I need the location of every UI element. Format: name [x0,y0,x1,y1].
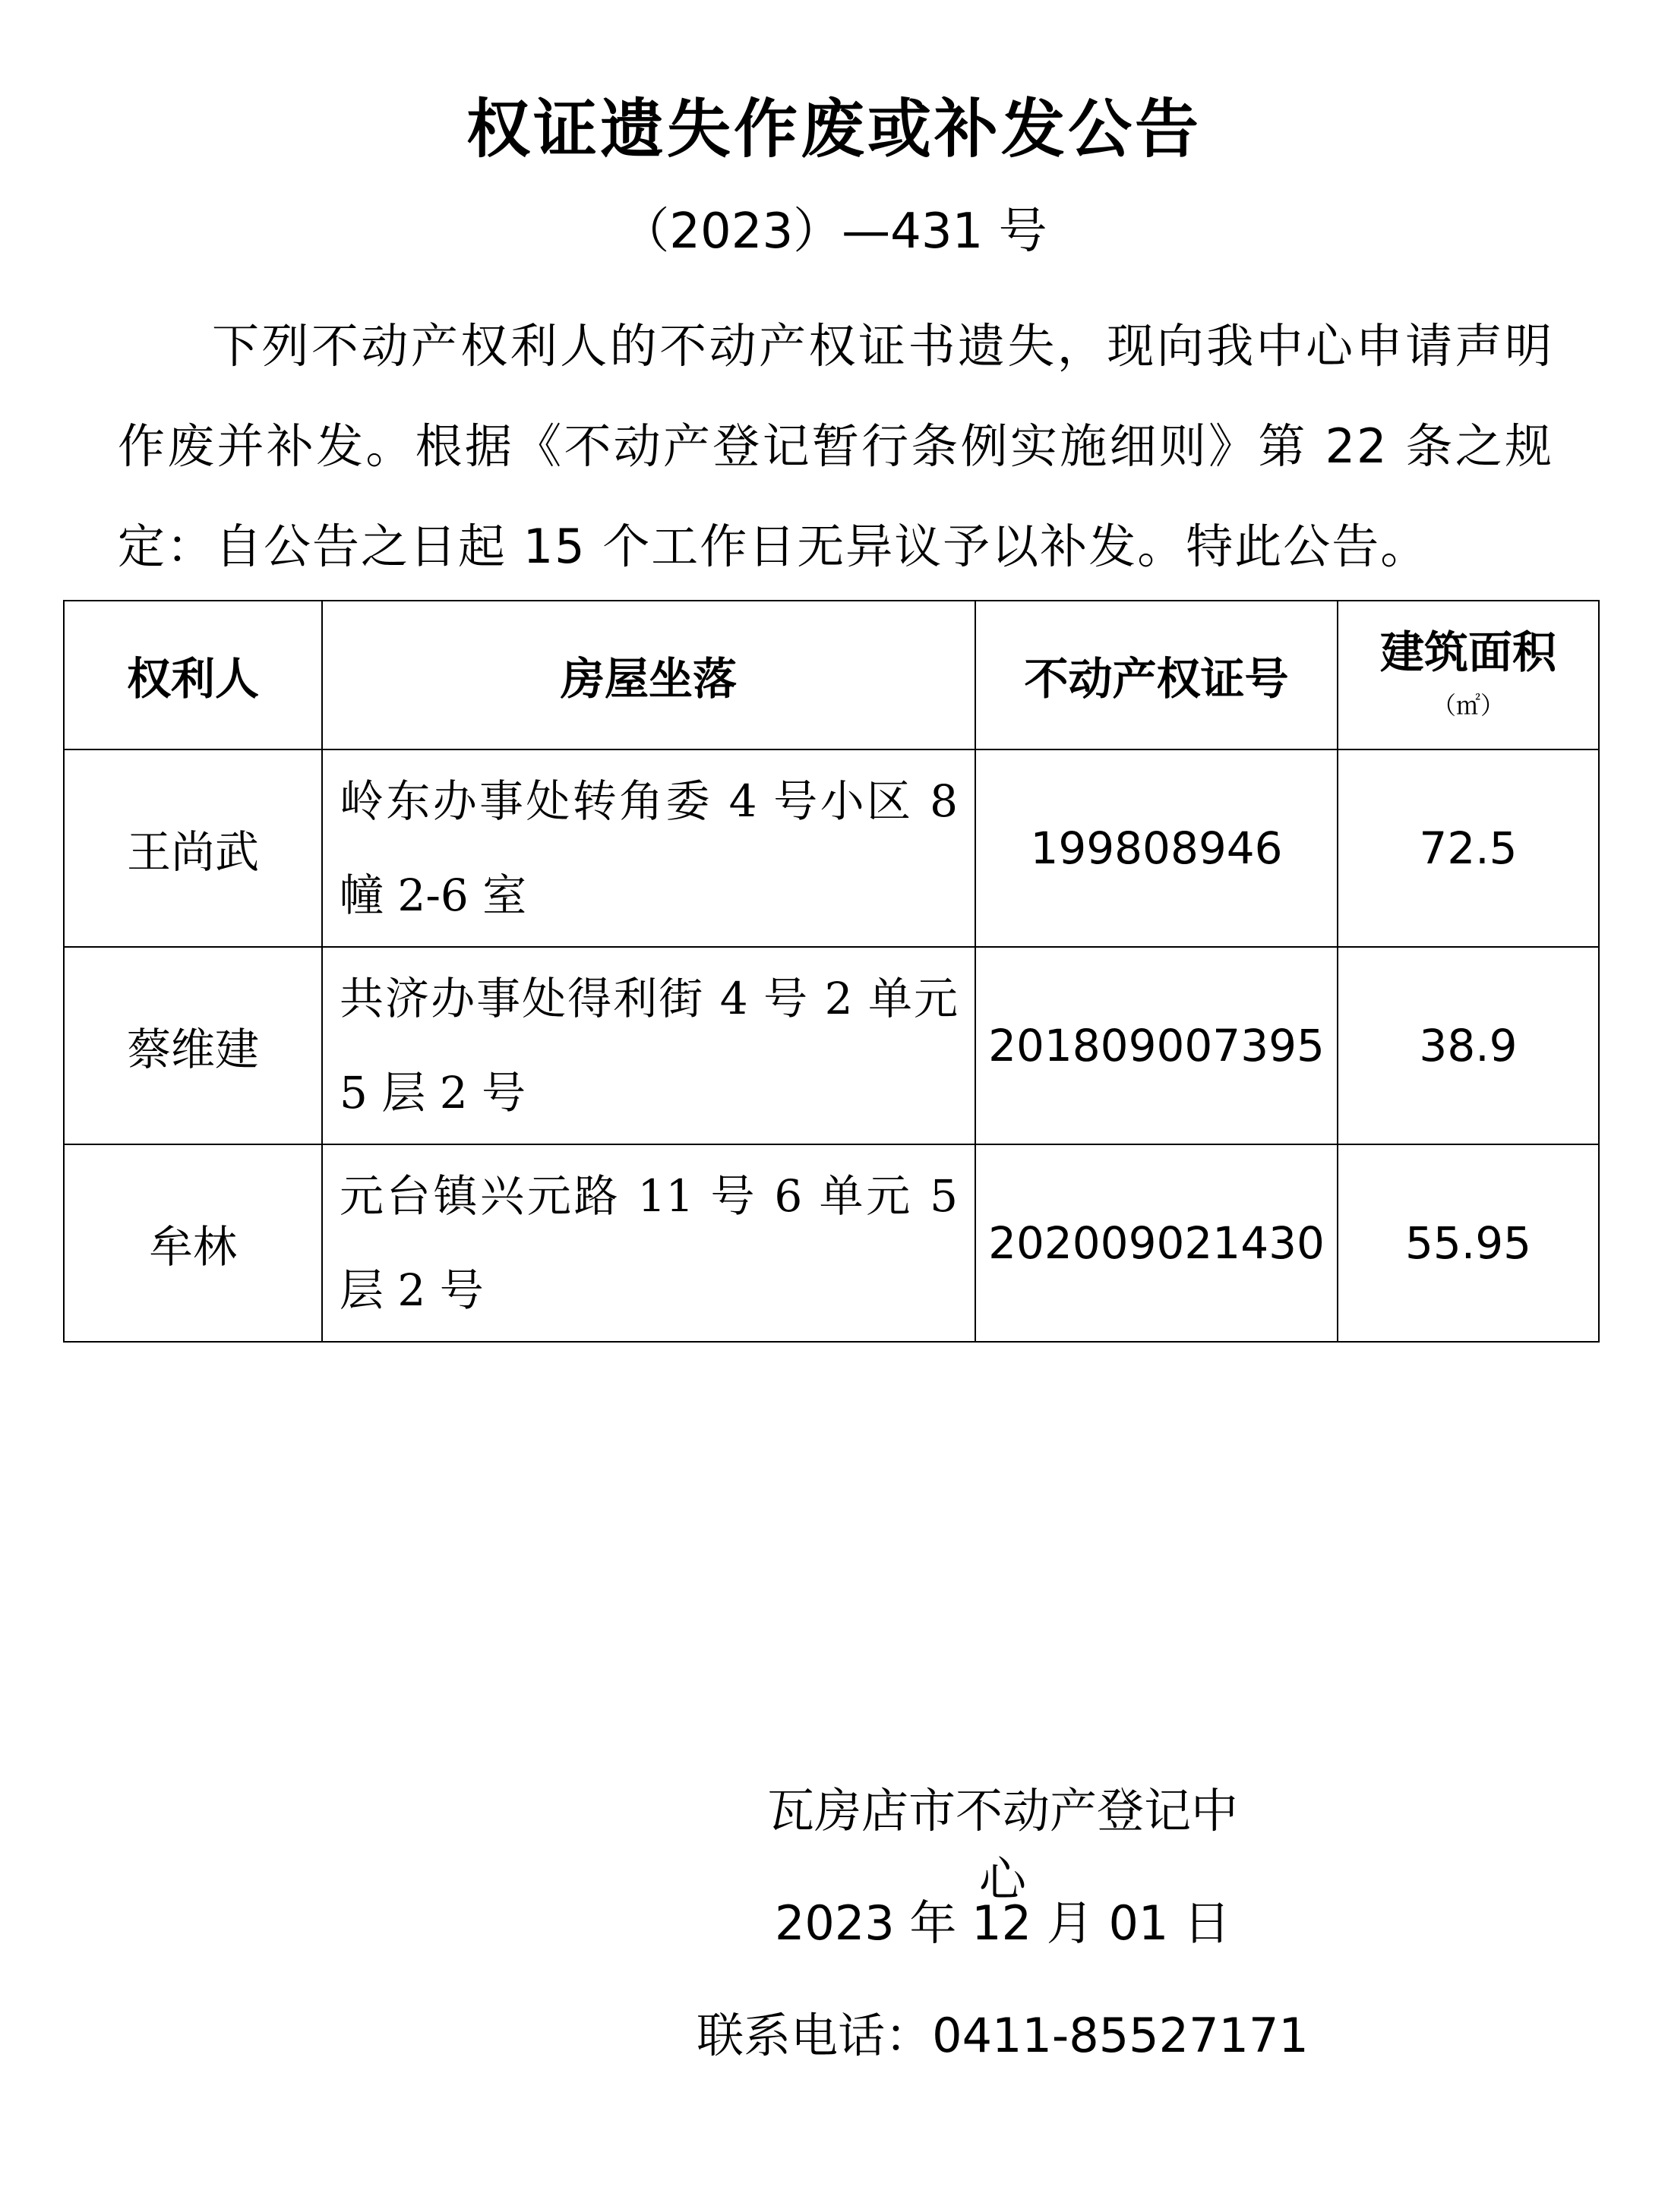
cell-location: 共济办事处得利街 4 号 2 单元 5 层 2 号 [322,947,975,1144]
cell-cert-no: 199808946 [975,749,1338,947]
issue-date: 2023 年 12 月 01 日 [774,1895,1231,1951]
cell-area: 55.95 [1338,1144,1599,1342]
contact-phone: 联系电话：0411-85527171 [697,2008,1309,2063]
cell-location: 元台镇兴元路 11 号 6 单元 5 层 2 号 [322,1144,975,1342]
table-row [64,749,1599,947]
header-owner: 权利人 [64,601,322,749]
header-cert-no: 不动产权证号 [975,601,1338,749]
notice-number: （2023）—431 号 [621,204,1047,260]
table-row [64,947,1599,1144]
notice-body: 下列不动产权利人的不动产权证书遗失，现向我中心申请声明作废并补发。根据《不动产登记暂行条例实施细则》第 22 条之规定：自公告之日起 15 个工作日无异议予以补发。特此公告。 [118,318,1553,574]
header-area-unit: （㎡） [1431,691,1505,720]
header-area [1338,601,1599,749]
cell-owner: 牟林 [64,1144,322,1342]
cell-cert-no: 201809007395 [975,947,1338,1144]
certificate-table [63,600,1600,1343]
table-header-row [64,601,1599,749]
cell-area: 72.5 [1338,749,1599,947]
cell-owner: 蔡维建 [64,947,322,1144]
notice-title: 权证遗失作废或补发公告 [466,92,1202,166]
table-row [64,1144,1599,1342]
header-area-label: 建筑面积 [1379,626,1556,678]
cell-owner: 王尚武 [64,749,322,947]
cell-location: 岭东办事处转角委 4 号小区 8 幢 2-6 室 [322,749,975,947]
header-location: 房屋坐落 [322,601,975,749]
cell-cert-no: 202009021430 [975,1144,1338,1342]
cell-area: 38.9 [1338,947,1599,1144]
issuing-organization: 瓦房店市不动产登记中心 [766,1783,1238,1907]
